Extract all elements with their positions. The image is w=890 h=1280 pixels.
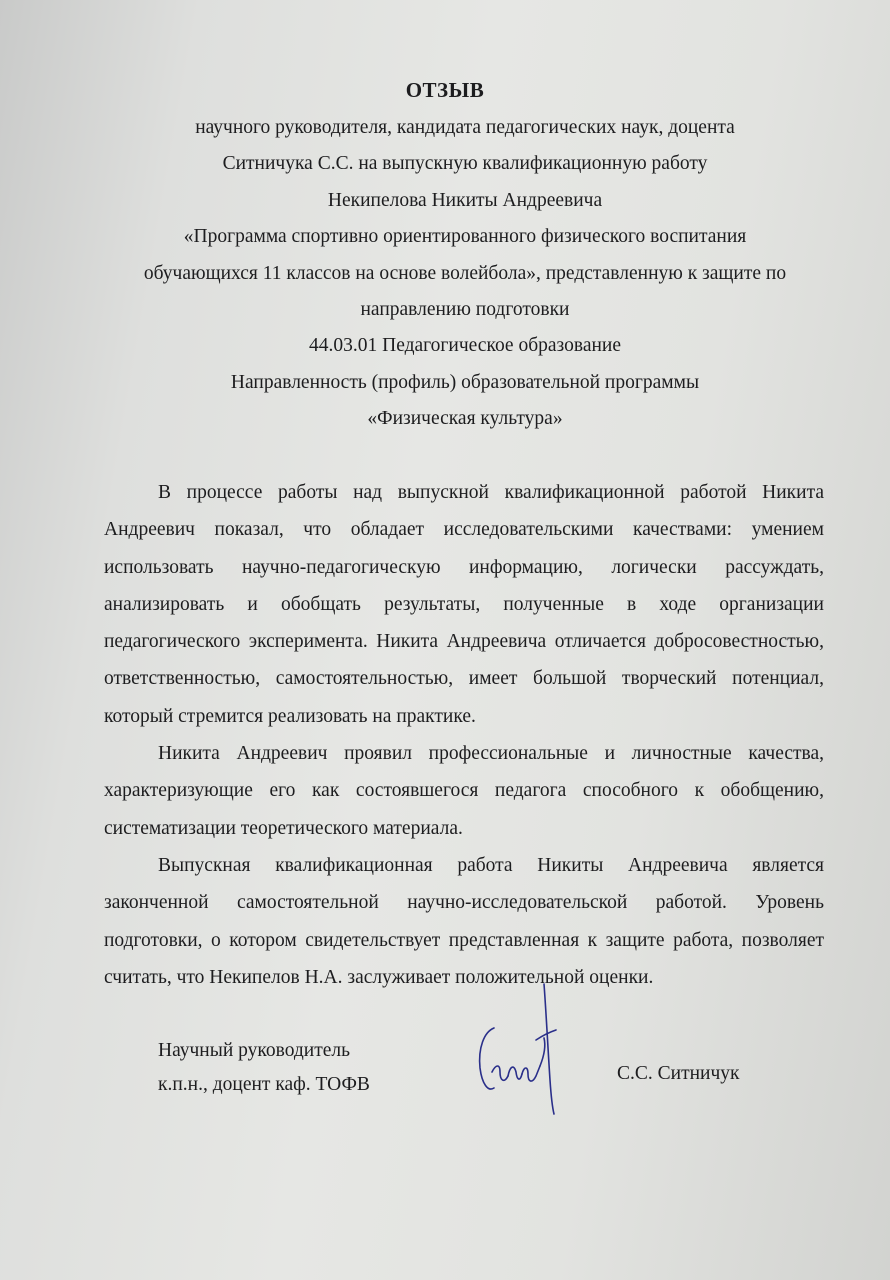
document-title: ОТЗЫВ bbox=[405, 78, 485, 102]
header-line: «Физическая культура» bbox=[367, 408, 563, 430]
handwritten-signature bbox=[470, 980, 580, 1120]
header-line: направлению подготовки bbox=[360, 298, 570, 320]
body-paragraph: Никита Андреевич проявил профессиональные и личностные качества, характеризующие его как состоявшегося педагога способного к обобщению, систематизации теоретического материала. bbox=[104, 743, 824, 839]
signatory-role-line: Научный руководитель bbox=[158, 1040, 351, 1061]
header-line: научного руководителя, кандидата педагогических наук, доцента bbox=[195, 117, 735, 138]
signatory-title-line: к.п.н., доцент каф. ТОФВ bbox=[158, 1074, 370, 1095]
document-header bbox=[40, 114, 890, 442]
header-line: 44.03.01 Педагогическое образование bbox=[308, 335, 622, 357]
header-line: Некипелова Никиты Андреевича bbox=[327, 189, 603, 211]
header-line: Ситничука С.С. на выпускную квалификационную работу bbox=[222, 153, 708, 175]
header-line: Направленность (профиль) образовательной программы bbox=[230, 371, 700, 393]
body-paragraph: В процессе работы над выпускной квалификационной работой Никита Андреевич показал, что обладает исследовательскими качествами: умением использовать научно-педагогическую информацию, логически рассуждать, анализировать и обобщать результаты, полученные в ходе организации педагогического эксперимента. Никита Андреевича отличается добросовестностью, ответственностью, самостоятельностью, имеет большой творческий потенциал, который стремится реализовать на практике. bbox=[104, 482, 824, 727]
document-body bbox=[104, 474, 824, 996]
header-line: «Программа спортивно ориентированного физического воспитания bbox=[183, 226, 747, 248]
signatory-role bbox=[158, 1034, 370, 1102]
signatory-name: С.С. Ситничук bbox=[617, 1063, 740, 1084]
header-line: обучающихся 11 классов на основе волейбола», представленную к защите по bbox=[143, 262, 787, 284]
body-paragraph: Выпускная квалификационная работа Никиты Андреевича является законченной самостоятельной научно-исследовательской работой. Уровень подготовки, о котором свидетельствует представленная к защите работа, позволяет считать, что Некипелов Н.А. заслуживает положительной оценки. bbox=[104, 854, 824, 988]
